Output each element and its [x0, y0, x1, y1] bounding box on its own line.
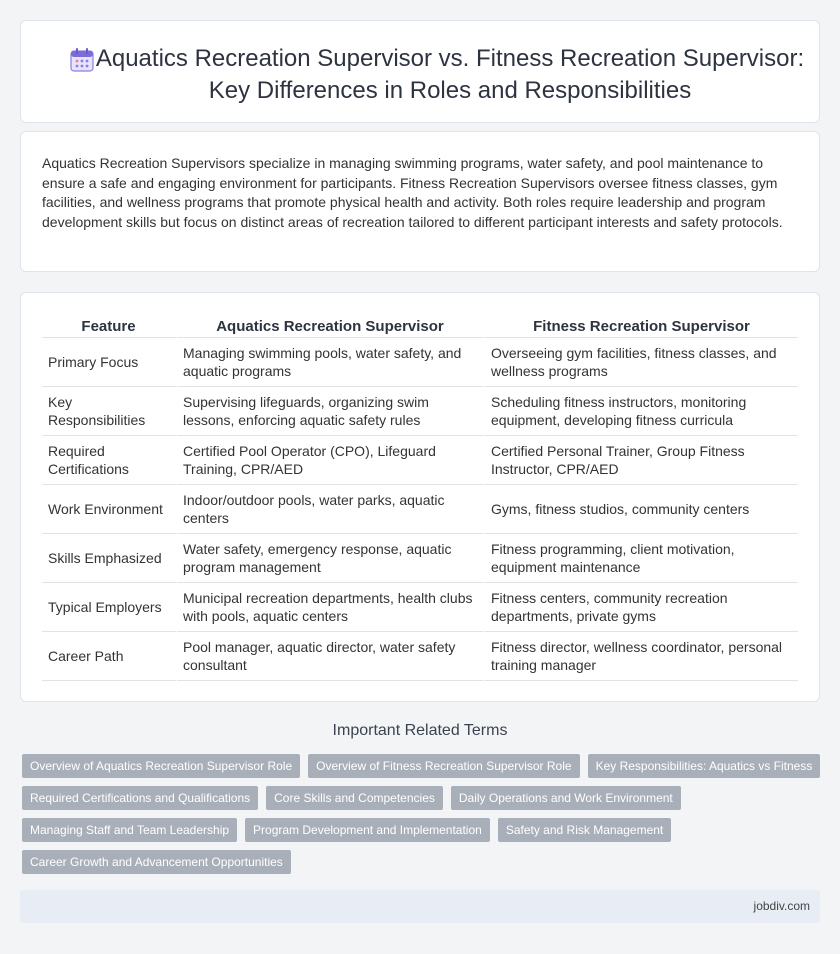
related-terms-heading: Important Related Terms	[332, 722, 508, 739]
table-row	[42, 583, 798, 632]
table-cell: Managing swimming pools, water safety, and aquatic programs	[177, 338, 485, 387]
related-term-tag[interactable]: Key Responsibilities: Aquatics vs Fitness	[588, 754, 821, 778]
table-cell: Fitness centers, community recreation departments, private gyms	[485, 583, 798, 632]
table-header-row	[42, 315, 798, 338]
table-row	[42, 534, 798, 583]
comparison-table	[42, 315, 798, 681]
related-term-tag[interactable]: Managing Staff and Team Leadership	[22, 818, 237, 842]
table-cell: Typical Employers	[42, 583, 177, 632]
intro-paragraph: Aquatics Recreation Supervisors specialize in managing swimming programs, water safety, and pool maintenance to ensure a safe and engaging environment for participants. Fitness Recreation Supervisors oversee fitness classes, gym facilities, and wellness programs that promote physical health and activity. Both roles require leadership and program development skills but focus on distinct areas of recreation tailored to different participant interests and safety protocols.	[42, 155, 783, 230]
table-cell: Required Certifications	[42, 436, 177, 485]
table-cell: Career Path	[42, 632, 177, 681]
related-term-tag[interactable]: Career Growth and Advancement Opportunities	[22, 850, 291, 874]
related-terms-list	[22, 754, 822, 874]
related-term-tag[interactable]: Overview of Aquatics Recreation Supervisor Role	[22, 754, 300, 778]
table-cell: Work Environment	[42, 485, 177, 534]
related-term-tag[interactable]: Program Development and Implementation	[245, 818, 490, 842]
table-cell: Certified Pool Operator (CPO), Lifeguard Training, CPR/AED	[177, 436, 485, 485]
related-term-tag[interactable]: Overview of Fitness Recreation Supervisor Role	[308, 754, 579, 778]
table-cell: Skills Emphasized	[42, 534, 177, 583]
table-cell: Certified Personal Trainer, Group Fitness Instructor, CPR/AED	[485, 436, 798, 485]
table-cell: Fitness director, wellness coordinator, personal training manager	[485, 632, 798, 681]
table-cell: Fitness programming, client motivation, equipment maintenance	[485, 534, 798, 583]
column-header: Aquatics Recreation Supervisor	[177, 315, 485, 338]
related-term-tag[interactable]: Daily Operations and Work Environment	[451, 786, 681, 810]
table-row	[42, 387, 798, 436]
table-cell: Municipal recreation departments, health clubs with pools, aquatic centers	[177, 583, 485, 632]
related-term-tag[interactable]: Core Skills and Competencies	[266, 786, 443, 810]
table-cell: Overseeing gym facilities, fitness classes, and wellness programs	[485, 338, 798, 387]
table-cell: Gyms, fitness studios, community centers	[485, 485, 798, 534]
table-row	[42, 632, 798, 681]
comparison-table-card	[20, 292, 820, 702]
footer	[20, 890, 820, 923]
intro-card	[20, 131, 820, 272]
table-cell: Scheduling fitness instructors, monitoring equipment, developing fitness curricula	[485, 387, 798, 436]
header-card	[20, 20, 820, 123]
table-cell: Indoor/outdoor pools, water parks, aquatic centers	[177, 485, 485, 534]
page-title: Aquatics Recreation Supervisor vs. Fitness Recreation Supervisor: Key Differences in Roles and Responsibilities	[95, 45, 805, 104]
table-row	[42, 485, 798, 534]
table-cell: Key Responsibilities	[42, 387, 177, 436]
table-row	[42, 338, 798, 387]
footer-site-link[interactable]: jobdiv.com	[753, 899, 810, 913]
table-cell: Pool manager, aquatic director, water safety consultant	[177, 632, 485, 681]
table-row	[42, 436, 798, 485]
table-cell: Water safety, emergency response, aquatic program management	[177, 534, 485, 583]
column-header: Fitness Recreation Supervisor	[485, 315, 798, 338]
table-cell: Supervising lifeguards, organizing swim lessons, enforcing aquatic safety rules	[177, 387, 485, 436]
table-cell: Primary Focus	[42, 338, 177, 387]
related-term-tag[interactable]: Safety and Risk Management	[498, 818, 671, 842]
column-header: Feature	[42, 315, 177, 338]
related-term-tag[interactable]: Required Certifications and Qualifications	[22, 786, 258, 810]
